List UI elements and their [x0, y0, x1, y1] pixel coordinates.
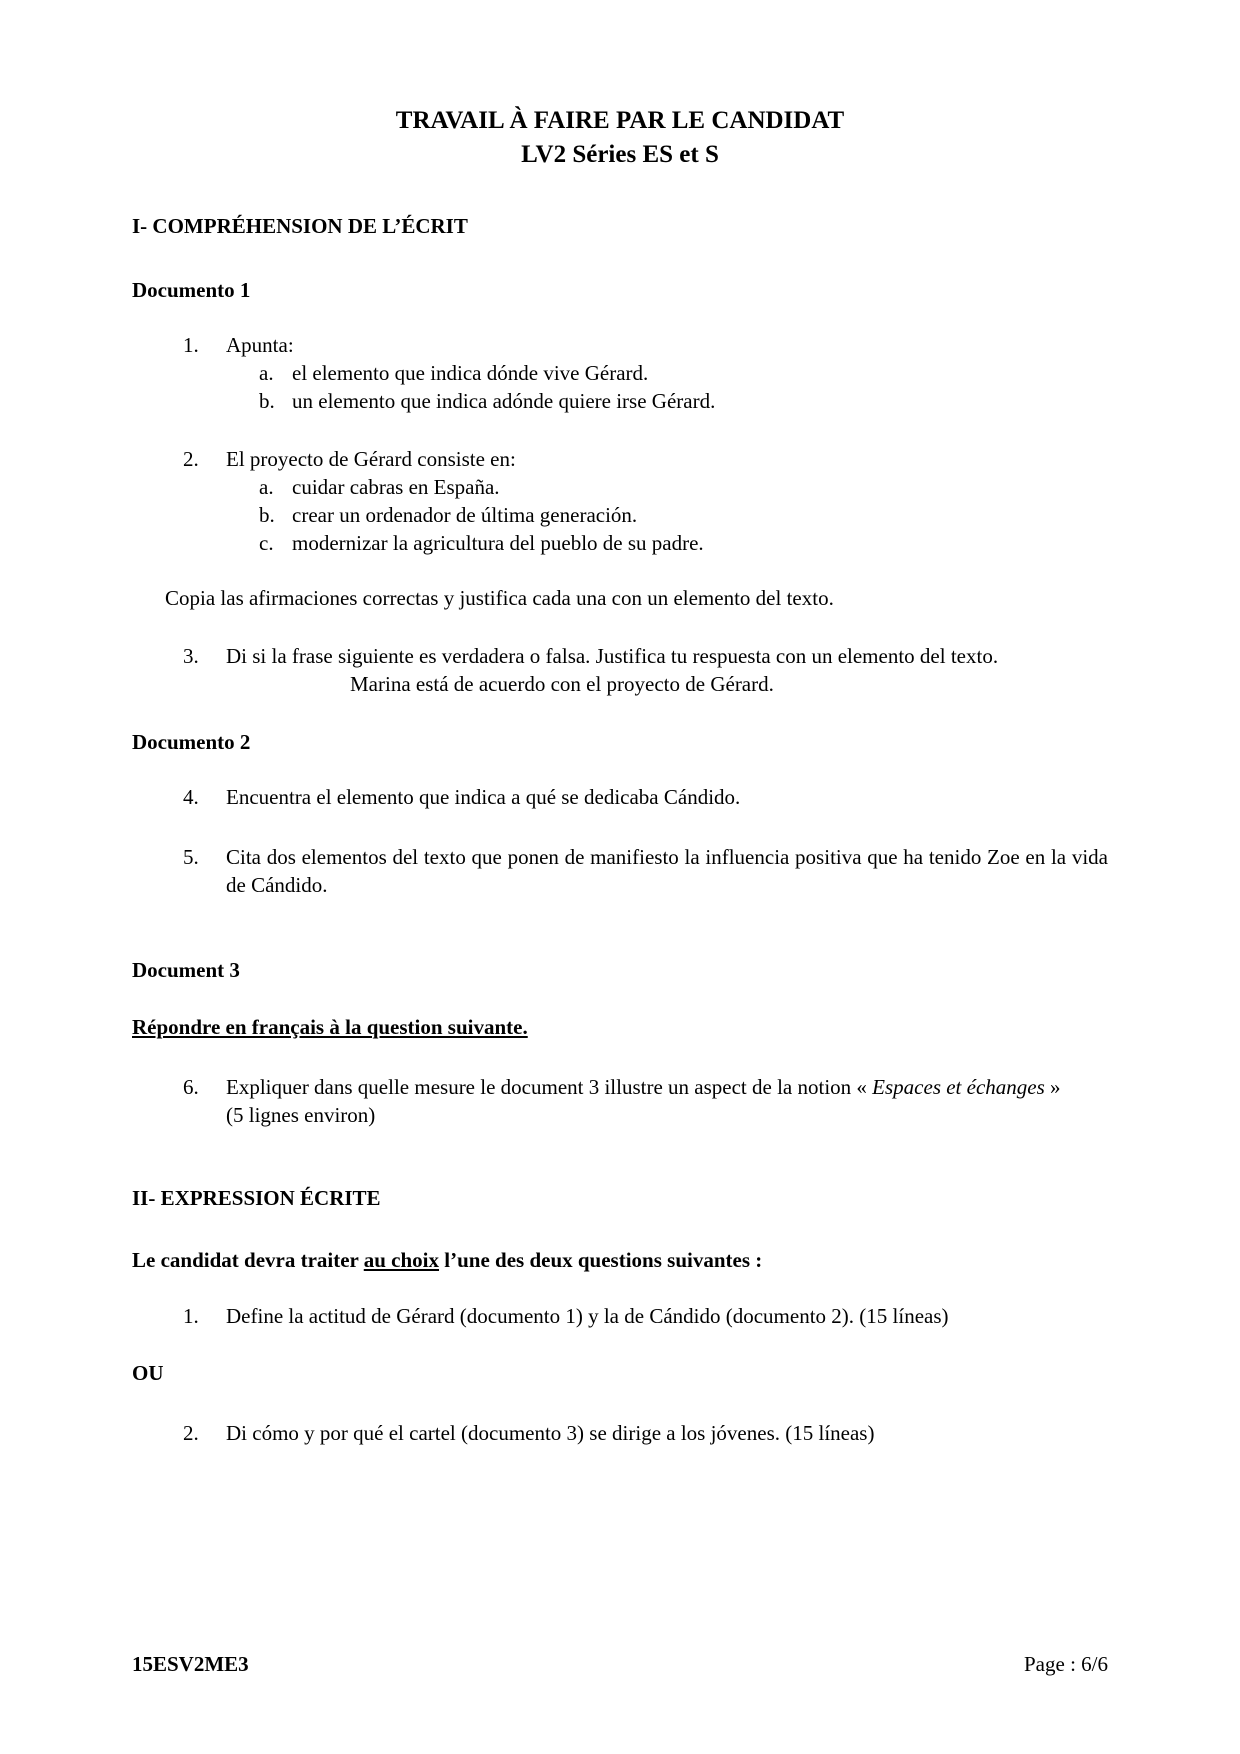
question-2 [132, 445, 1108, 473]
question-1-text: Apunta: [226, 333, 294, 357]
question-1a-text: el elemento que indica dónde vive Gérard. [292, 361, 649, 385]
documento-2-heading: Documento 2 [132, 730, 251, 754]
essay-question-2-number: 2. [183, 1421, 199, 1445]
page-subtitle: LV2 Séries ES et S [521, 141, 719, 168]
section-2-intro-choice: au choix [363, 1248, 440, 1272]
page-title: TRAVAIL À FAIRE PAR LE CANDIDAT [395, 107, 845, 134]
question-6-text-before: Expliquer dans quelle mesure le document 3 illustre un aspect de la notion « [226, 1075, 873, 1099]
question-1b-text: un elemento que indica adónde quiere irse Gérard. [292, 389, 716, 413]
question-3-text: Di si la frase siguiente es verdadera o falsa. Justifica tu respuesta con un elemento del texto. [226, 644, 999, 668]
question-2c [132, 529, 1108, 557]
french-instruction [132, 1013, 1108, 1041]
section-2-heading: II- EXPRESSION ÉCRITE [132, 1186, 381, 1210]
section-2-intro [132, 1246, 1108, 1274]
french-instruction-text: Répondre en français à la question suivante. [132, 1015, 528, 1039]
question-6-number: 6. [183, 1075, 199, 1099]
question-2b-text: crear un ordenador de última generación. [292, 503, 638, 527]
question-4-text: Encuentra el elemento que indica a qué se dedicaba Cándido. [226, 785, 741, 809]
essay-question-2 [132, 1419, 1108, 1447]
question-6-text-after: » [1044, 1075, 1061, 1099]
question-3-statement: Marina está de acuerdo con el proyecto de Gérard. [350, 672, 774, 696]
question-6-note: (5 lignes environ) [226, 1103, 376, 1127]
footer-page-number: Page : 6/6 [1024, 1652, 1108, 1676]
question-2c-letter: c. [259, 531, 274, 555]
document-3-heading: Document 3 [132, 958, 240, 982]
question-2c-text: modernizar la agricultura del pueblo de su padre. [292, 531, 704, 555]
question-1 [132, 331, 1108, 359]
question-2-text: El proyecto de Gérard consiste en: [226, 447, 516, 471]
page-footer [132, 1650, 1108, 1678]
essay-question-1 [132, 1302, 1108, 1330]
footer-document-code: 15ESV2ME3 [132, 1652, 249, 1676]
question-2-number: 2. [183, 447, 199, 471]
documento-1-heading: Documento 1 [132, 278, 251, 302]
question-3-number: 3. [183, 644, 199, 668]
or-label: OU [132, 1361, 164, 1385]
question-2b [132, 501, 1108, 529]
question-6 [132, 1073, 1108, 1129]
question-1b-letter: b. [259, 389, 275, 413]
question-2a [132, 473, 1108, 501]
essay-question-1-number: 1. [183, 1304, 199, 1328]
question-2a-letter: a. [259, 475, 274, 499]
section-2-intro-before: Le candidat devra traiter [132, 1248, 364, 1272]
question-5-number: 5. [183, 845, 199, 869]
question-2a-text: cuidar cabras en España. [292, 475, 500, 499]
question-4-number: 4. [183, 785, 199, 809]
question-1b [132, 387, 1108, 415]
question-5 [132, 843, 1108, 899]
question-1a [132, 359, 1108, 387]
question-1a-letter: a. [259, 361, 274, 385]
section-1-heading: I- COMPRÉHENSION DE L’ÉCRIT [132, 214, 468, 238]
question-6-notion: Espaces et échanges [872, 1075, 1045, 1099]
question-4 [132, 783, 1108, 811]
essay-question-1-text: Define la actitud de Gérard (documento 1) y la de Cándido (documento 2). (15 líneas) [226, 1304, 949, 1328]
essay-question-2-text: Di cómo y por qué el cartel (documento 3) se dirige a los jóvenes. (15 líneas) [226, 1421, 875, 1445]
question-1-number: 1. [183, 333, 199, 357]
question-5-text: Cita dos elementos del texto que ponen de manifiesto la influencia positiva que ha tenido Zoe en la vida de Cándido. [226, 845, 1108, 897]
question-3 [132, 642, 1108, 698]
question-2b-letter: b. [259, 503, 275, 527]
copy-instruction [132, 584, 1108, 612]
section-2-intro-after: l’une des deux questions suivantes : [439, 1248, 763, 1272]
question-6-text [226, 1073, 1108, 1101]
copy-instruction-text: Copia las afirmaciones correctas y justifica cada una con un elemento del texto. [165, 586, 834, 610]
